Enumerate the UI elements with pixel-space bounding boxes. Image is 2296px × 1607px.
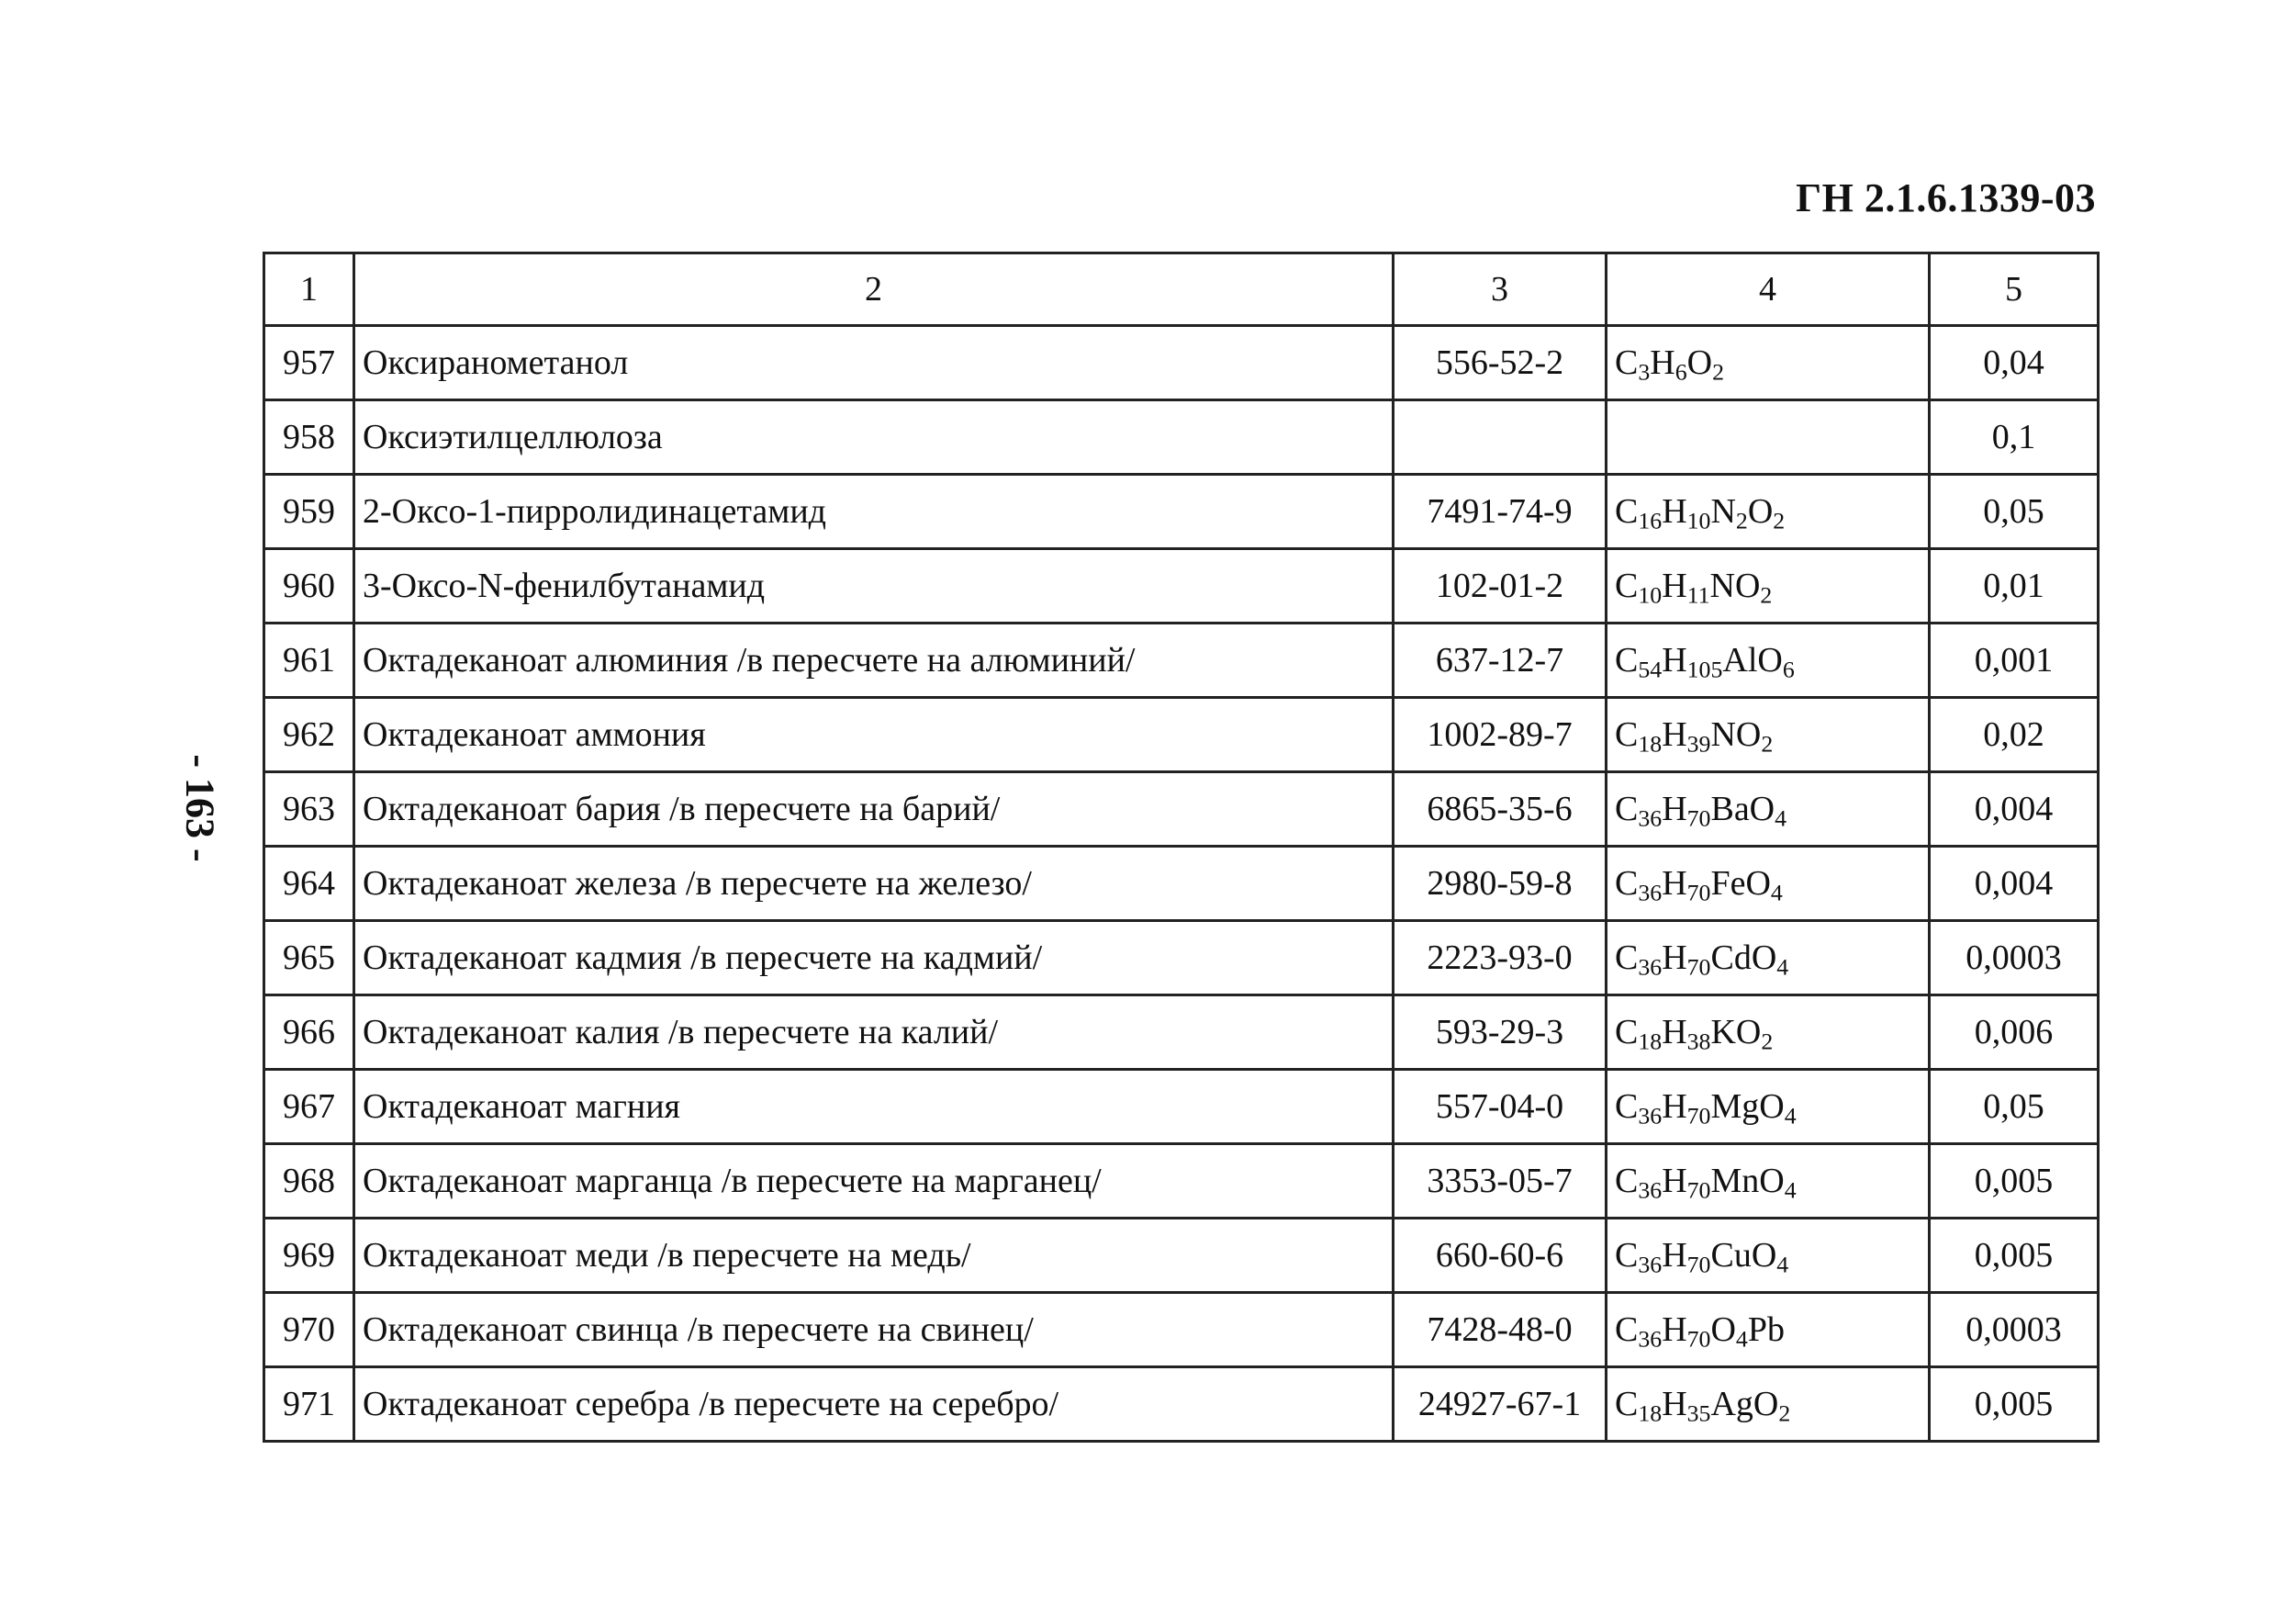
chemical-formula <box>1607 995 1930 1070</box>
chemical-formula <box>1607 549 1930 624</box>
formula-element: C <box>1615 1310 1639 1349</box>
limit-value: 0,04 <box>1930 326 2099 400</box>
formula-element: N <box>1710 492 1736 531</box>
formula-element: BaO <box>1710 790 1775 828</box>
cas-number: 660-60-6 <box>1394 1219 1607 1293</box>
formula-subscript: 39 <box>1686 730 1711 758</box>
formula-element: H <box>1662 641 1687 680</box>
formula-subscript: 2 <box>1760 581 1773 609</box>
formula-element: H <box>1662 938 1687 977</box>
formula-element: H <box>1662 567 1687 605</box>
formula-subscript: 2 <box>1712 358 1725 386</box>
formula-subscript: 10 <box>1638 581 1663 609</box>
substance-name: Октадеканоат аммония <box>354 698 1394 772</box>
chemical-formula <box>1607 475 1930 549</box>
formula-subscript: 2 <box>1778 1399 1791 1427</box>
formula-element: C <box>1615 1087 1639 1126</box>
limit-value: 0,005 <box>1930 1367 2099 1442</box>
formula-subscript: 54 <box>1638 656 1663 683</box>
formula-subscript: 36 <box>1638 1325 1663 1353</box>
row-number: 960 <box>264 549 354 624</box>
formula-subscript: 36 <box>1638 1176 1663 1204</box>
limit-value: 0,05 <box>1930 1070 2099 1144</box>
limit-value: 0,001 <box>1930 624 2099 698</box>
table-row <box>264 1070 2099 1144</box>
formula-subscript: 16 <box>1638 507 1663 534</box>
chemical-formula <box>1607 624 1930 698</box>
chemical-formula <box>1607 1144 1930 1219</box>
table-body <box>264 326 2099 1442</box>
cas-number: 24927-67-1 <box>1394 1367 1607 1442</box>
cas-number: 7491-74-9 <box>1394 475 1607 549</box>
table-row <box>264 1293 2099 1367</box>
formula-element: C <box>1615 1236 1639 1275</box>
formula-subscript: 2 <box>1735 507 1748 534</box>
substance-name: Октадеканоат железа /в пересчете на железо/ <box>354 847 1394 921</box>
cas-number: 102-01-2 <box>1394 549 1607 624</box>
substance-name: 2-Оксо-1-пирролидинацетамид <box>354 475 1394 549</box>
row-number: 966 <box>264 995 354 1070</box>
row-number: 959 <box>264 475 354 549</box>
formula-element: H <box>1662 1385 1687 1423</box>
table-row <box>264 549 2099 624</box>
row-number: 958 <box>264 400 354 475</box>
substance-name: Оксиранометанол <box>354 326 1394 400</box>
formula-element: H <box>1662 492 1687 531</box>
substances-table <box>263 252 2100 1443</box>
formula-element: C <box>1615 715 1639 754</box>
formula-subscript: 70 <box>1686 1325 1711 1353</box>
cas-number: 2223-93-0 <box>1394 921 1607 995</box>
row-number: 961 <box>264 624 354 698</box>
table-row <box>264 624 2099 698</box>
formula-element: C <box>1615 864 1639 903</box>
formula-element: H <box>1662 1310 1687 1349</box>
table-header-row <box>264 253 2099 326</box>
cas-number: 6865-35-6 <box>1394 772 1607 847</box>
chemical-formula <box>1607 1367 1930 1442</box>
formula-element: H <box>1662 1162 1687 1200</box>
substance-name: Октадеканоат серебра /в пересчете на серебро/ <box>354 1367 1394 1442</box>
table-row <box>264 995 2099 1070</box>
formula-element: NO <box>1710 715 1762 754</box>
chemical-formula <box>1607 1070 1930 1144</box>
formula-subscript: 3 <box>1638 358 1651 386</box>
row-number: 970 <box>264 1293 354 1367</box>
row-number: 963 <box>264 772 354 847</box>
substance-name: Октадеканоат магния <box>354 1070 1394 1144</box>
formula-element: O <box>1710 1310 1736 1349</box>
limit-value: 0,006 <box>1930 995 2099 1070</box>
column-header-name: 2 <box>354 253 1394 326</box>
substance-name: Октадеканоат марганца /в пересчете на марганец/ <box>354 1144 1394 1219</box>
table-row <box>264 921 2099 995</box>
chemical-formula <box>1607 698 1930 772</box>
formula-subscript: 70 <box>1686 804 1711 832</box>
column-header-value: 5 <box>1930 253 2099 326</box>
table-row <box>264 1367 2099 1442</box>
formula-element: C <box>1615 790 1639 828</box>
formula-subscript: 38 <box>1686 1028 1711 1055</box>
formula-subscript: 70 <box>1686 1102 1711 1129</box>
substance-name: Октадеканоат калия /в пересчете на калий/ <box>354 995 1394 1070</box>
formula-element: O <box>1747 492 1774 531</box>
row-number: 968 <box>264 1144 354 1219</box>
formula-element: MgO <box>1710 1087 1785 1126</box>
formula-subscript: 4 <box>1770 879 1783 906</box>
formula-subscript: 4 <box>1784 1102 1797 1129</box>
table-row <box>264 772 2099 847</box>
cas-number: 7428-48-0 <box>1394 1293 1607 1367</box>
formula-subscript: 70 <box>1686 1176 1711 1204</box>
chemical-formula <box>1607 921 1930 995</box>
row-number: 962 <box>264 698 354 772</box>
chemical-formula <box>1607 772 1930 847</box>
formula-element: C <box>1615 641 1639 680</box>
table-row <box>264 698 2099 772</box>
formula-element: H <box>1662 864 1687 903</box>
formula-subscript: 2 <box>1773 507 1786 534</box>
limit-value: 0,01 <box>1930 549 2099 624</box>
substance-name: Октадеканоат алюминия /в пересчете на алюминий/ <box>354 624 1394 698</box>
formula-subscript: 4 <box>1776 1251 1789 1278</box>
limit-value: 0,004 <box>1930 772 2099 847</box>
cas-number: 556-52-2 <box>1394 326 1607 400</box>
row-number: 967 <box>264 1070 354 1144</box>
formula-subscript: 35 <box>1686 1399 1711 1427</box>
table-row <box>264 400 2099 475</box>
limit-value: 0,005 <box>1930 1219 2099 1293</box>
formula-subscript: 6 <box>1782 656 1795 683</box>
cas-number: 2980-59-8 <box>1394 847 1607 921</box>
limit-value: 0,05 <box>1930 475 2099 549</box>
formula-subscript: 4 <box>1775 804 1787 832</box>
column-header-number: 1 <box>264 253 354 326</box>
table-row <box>264 326 2099 400</box>
formula-subscript: 4 <box>1776 953 1789 981</box>
formula-subscript: 4 <box>1735 1325 1748 1353</box>
formula-subscript: 36 <box>1638 879 1663 906</box>
formula-element: NO <box>1709 567 1761 605</box>
substance-name: Октадеканоат кадмия /в пересчете на кадмий/ <box>354 921 1394 995</box>
formula-subscript: 70 <box>1686 953 1711 981</box>
column-header-cas: 3 <box>1394 253 1607 326</box>
formula-subscript: 36 <box>1638 1102 1663 1129</box>
limit-value: 0,0003 <box>1930 1293 2099 1367</box>
substance-name: Октадеканоат свинца /в пересчете на свинец/ <box>354 1293 1394 1367</box>
table-row <box>264 847 2099 921</box>
formula-element: C <box>1615 938 1639 977</box>
formula-element: H <box>1662 1087 1687 1126</box>
substance-name: Октадеканоат бария /в пересчете на барий/ <box>354 772 1394 847</box>
formula-subscript: 18 <box>1638 730 1663 758</box>
formula-subscript: 70 <box>1686 879 1711 906</box>
limit-value: 0,02 <box>1930 698 2099 772</box>
formula-element: AgO <box>1710 1385 1779 1423</box>
row-number: 969 <box>264 1219 354 1293</box>
formula-element: C <box>1615 567 1639 605</box>
row-number: 957 <box>264 326 354 400</box>
formula-subscript: 70 <box>1686 1251 1711 1278</box>
formula-element: C <box>1615 343 1639 382</box>
limit-value: 0,005 <box>1930 1144 2099 1219</box>
formula-element: O <box>1686 343 1713 382</box>
substance-name: 3-Оксо-N-фенилбутанамид <box>354 549 1394 624</box>
limit-value: 0,1 <box>1930 400 2099 475</box>
row-number: 965 <box>264 921 354 995</box>
limit-value: 0,004 <box>1930 847 2099 921</box>
formula-subscript: 2 <box>1761 730 1774 758</box>
cas-number: 593-29-3 <box>1394 995 1607 1070</box>
formula-element: AlO <box>1722 641 1783 680</box>
formula-subscript: 6 <box>1674 358 1687 386</box>
formula-element: C <box>1615 1385 1639 1423</box>
formula-element: CdO <box>1710 938 1777 977</box>
row-number: 971 <box>264 1367 354 1442</box>
formula-subscript: 36 <box>1638 1251 1663 1278</box>
formula-element: C <box>1615 492 1639 531</box>
cas-number: 637-12-7 <box>1394 624 1607 698</box>
substance-name: Оксиэтилцеллюлоза <box>354 400 1394 475</box>
cas-number: 557-04-0 <box>1394 1070 1607 1144</box>
cas-number: 3353-05-7 <box>1394 1144 1607 1219</box>
formula-element: FeO <box>1710 864 1771 903</box>
formula-element: KO <box>1710 1013 1762 1051</box>
formula-element: H <box>1662 715 1687 754</box>
formula-element: H <box>1662 1236 1687 1275</box>
formula-element: C <box>1615 1162 1639 1200</box>
formula-subscript: 4 <box>1784 1176 1797 1204</box>
chemical-formula <box>1607 326 1930 400</box>
substance-name: Октадеканоат меди /в пересчете на медь/ <box>354 1219 1394 1293</box>
table-row <box>264 475 2099 549</box>
formula-subscript: 36 <box>1638 953 1663 981</box>
chemical-formula <box>1607 847 1930 921</box>
formula-element: C <box>1615 1013 1639 1051</box>
formula-element: H <box>1662 790 1687 828</box>
formula-element: MnO <box>1710 1162 1785 1200</box>
page-number: - 163 - <box>177 754 223 862</box>
document-code: ГН 2.1.6.1339-03 <box>1796 175 2096 220</box>
table-row <box>264 1219 2099 1293</box>
column-header-formula: 4 <box>1607 253 1930 326</box>
formula-subscript: 36 <box>1638 804 1663 832</box>
cas-number: 1002-89-7 <box>1394 698 1607 772</box>
formula-element: CuO <box>1710 1236 1777 1275</box>
table-row <box>264 1144 2099 1219</box>
chemical-formula <box>1607 1293 1930 1367</box>
formula-element: H <box>1662 1013 1687 1051</box>
formula-element: Pb <box>1747 1310 1785 1349</box>
chemical-formula <box>1607 1219 1930 1293</box>
formula-subscript: 11 <box>1686 581 1710 609</box>
chemical-formula <box>1607 400 1930 475</box>
formula-subscript: 18 <box>1638 1399 1663 1427</box>
formula-subscript: 18 <box>1638 1028 1663 1055</box>
formula-subscript: 10 <box>1686 507 1711 534</box>
row-number: 964 <box>264 847 354 921</box>
limit-value: 0,0003 <box>1930 921 2099 995</box>
cas-number <box>1394 400 1607 475</box>
formula-element: H <box>1650 343 1675 382</box>
formula-subscript: 105 <box>1686 656 1723 683</box>
formula-subscript: 2 <box>1761 1028 1774 1055</box>
